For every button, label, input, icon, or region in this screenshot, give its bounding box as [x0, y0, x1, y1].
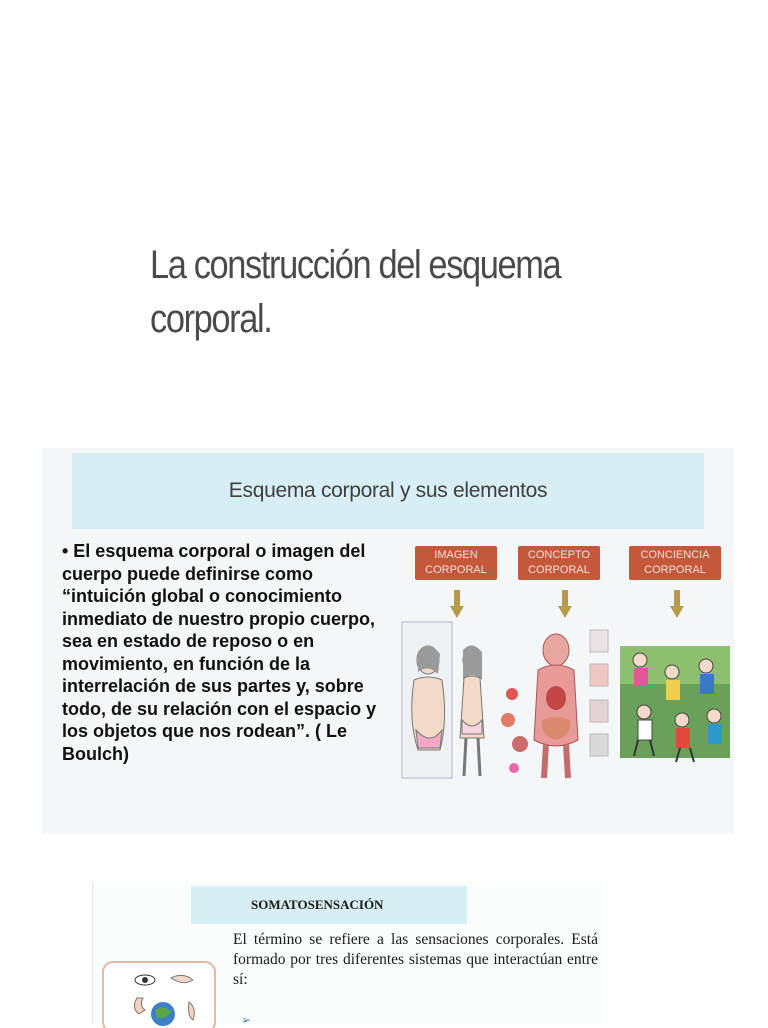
box-conciencia-corporal: CONCIENCIA CORPORAL [629, 546, 721, 580]
body-image-figures-illustration [400, 620, 496, 782]
bullet-arrow-icon: ➢ [241, 1013, 252, 1027]
box-concepto-corporal: CONCEPTO CORPORAL [518, 546, 600, 580]
slide2-definition-text: • El esquema corporal o imagen del cuerpo puede definirse como “intuición global o conocimiento inmediato de nuestro propio cuerpo, sea en estado de reposo o en movimiento, en función de la interrelación de sus partes y, sobre todo, de su relación con el espacio y los objetos que nos rodean”. ( Le Boulch) [62, 541, 377, 764]
slide3-text: El término se refiere a las sensaciones corporales. Está formado por tres diferentes sistemas que interactúan entre sí: [233, 931, 598, 988]
arrow-down-icon [450, 590, 464, 620]
senses-icon [99, 958, 217, 1028]
children-playing-illustration [620, 620, 732, 782]
arrow-down-icon [558, 590, 572, 620]
slide3-header [191, 886, 467, 924]
slide-somatosensacion [92, 882, 601, 1027]
slide-esquema-corporal [42, 448, 734, 834]
slide1-title: La construcción del esquema corporal. [150, 243, 561, 341]
slide2-header-text: Esquema corporal y sus elementos [228, 479, 548, 502]
anatomy-organs-illustration [498, 620, 616, 782]
slide3-header-text: SOMATOSENSACIÓN [251, 897, 384, 912]
arrow-down-icon [670, 590, 684, 620]
box-imagen-corporal: IMAGEN CORPORAL [415, 546, 497, 580]
slide2-header [72, 453, 704, 529]
